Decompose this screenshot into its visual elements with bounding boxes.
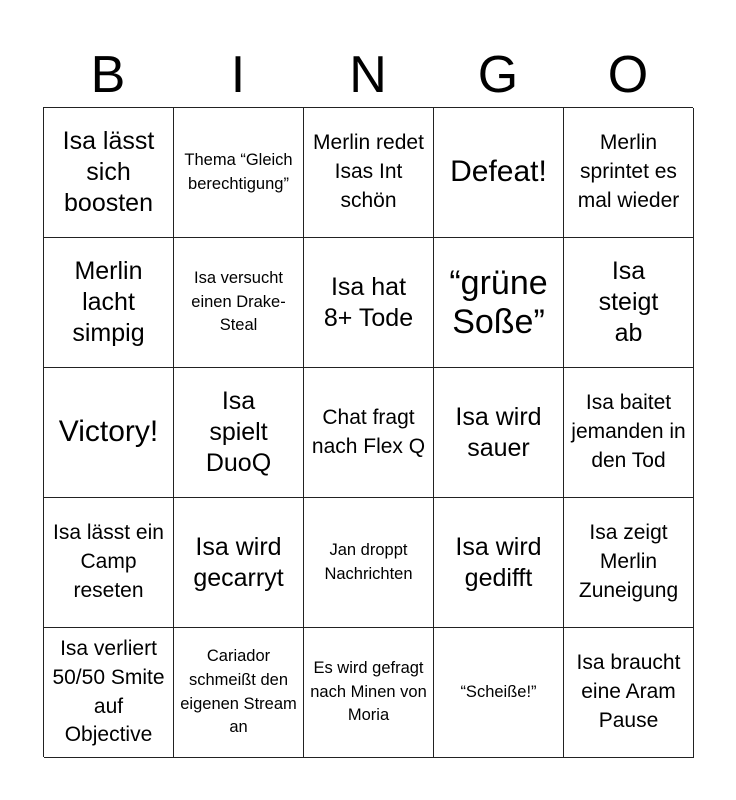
bingo-cell[interactable] (44, 108, 174, 238)
header-letter-o: O (607, 46, 649, 104)
cell-text: “grüne Soße” (449, 263, 548, 341)
bingo-cell[interactable] (174, 108, 304, 238)
bingo-cell[interactable] (44, 368, 174, 498)
bingo-cell[interactable] (564, 628, 694, 758)
cell-text: “Scheiße!” (460, 682, 537, 701)
bingo-cell[interactable] (434, 108, 564, 238)
bingo-cell[interactable] (564, 108, 694, 238)
bingo-cell[interactable] (174, 498, 304, 628)
cell-text: Isa baitet jemanden in den Tod (571, 391, 686, 472)
bingo-header (43, 44, 693, 106)
header-letter-b: B (90, 46, 126, 104)
cell-text: Isa hat 8+ Tode (323, 272, 414, 332)
cell-text: Merlin lacht simpig (72, 257, 145, 347)
cell-text: Defeat! (450, 155, 547, 189)
bingo-cell[interactable] (434, 238, 564, 368)
cell-text: Merlin sprintet es mal wieder (577, 131, 680, 212)
bingo-cell[interactable] (564, 238, 694, 368)
cell-text: Isa wird gedifft (455, 532, 542, 592)
cell-text: Isa lässt sich boosten (62, 127, 155, 217)
cell-text: Cariador schmeißt den eigenen Stream an (180, 646, 297, 737)
cell-text: Isa wird gecarryt (193, 532, 284, 592)
cell-text: Isa zeigt Merlin Zuneigung (578, 521, 679, 602)
bingo-cell[interactable] (434, 628, 564, 758)
cell-text: Isa steigt ab (598, 257, 659, 347)
cell-text: Isa versucht einen Drake-Steal (191, 268, 286, 335)
bingo-cell[interactable] (304, 498, 434, 628)
bingo-grid (43, 107, 693, 757)
header-letter-i: I (230, 46, 246, 104)
header-letter-g: G (477, 46, 519, 104)
bingo-cell[interactable] (44, 498, 174, 628)
bingo-cell[interactable] (434, 498, 564, 628)
bingo-cell[interactable] (564, 368, 694, 498)
bingo-cell[interactable] (434, 368, 564, 498)
cell-text: Isa wird sauer (455, 402, 542, 462)
bingo-cell[interactable] (174, 368, 304, 498)
cell-text: Isa braucht eine Aram Pause (576, 651, 681, 732)
bingo-cell[interactable] (304, 628, 434, 758)
bingo-cell[interactable] (304, 238, 434, 368)
bingo-cell[interactable] (44, 628, 174, 758)
cell-text: Jan droppt Nachrichten (324, 540, 413, 583)
cell-text: Victory! (58, 415, 159, 449)
bingo-cell[interactable] (174, 628, 304, 758)
cell-text: Isa verliert 50/50 Smite auf Objective (52, 636, 165, 747)
cell-text: Chat fragt nach Flex Q (311, 405, 426, 458)
cell-text: Es wird gefragt nach Minen von Moria (310, 658, 427, 725)
cell-text: Merlin redet Isas Int schön (313, 131, 424, 212)
bingo-cell[interactable] (304, 108, 434, 238)
bingo-cell[interactable] (304, 368, 434, 498)
bingo-cell[interactable] (564, 498, 694, 628)
bingo-cell[interactable] (44, 238, 174, 368)
bingo-cell[interactable] (174, 238, 304, 368)
cell-text: Thema “Gleich berechtigung” (184, 150, 293, 193)
header-letter-n: N (349, 46, 387, 104)
cell-text: Isa lässt ein Camp reseten (53, 521, 164, 602)
cell-text: Isa spielt DuoQ (205, 387, 272, 477)
